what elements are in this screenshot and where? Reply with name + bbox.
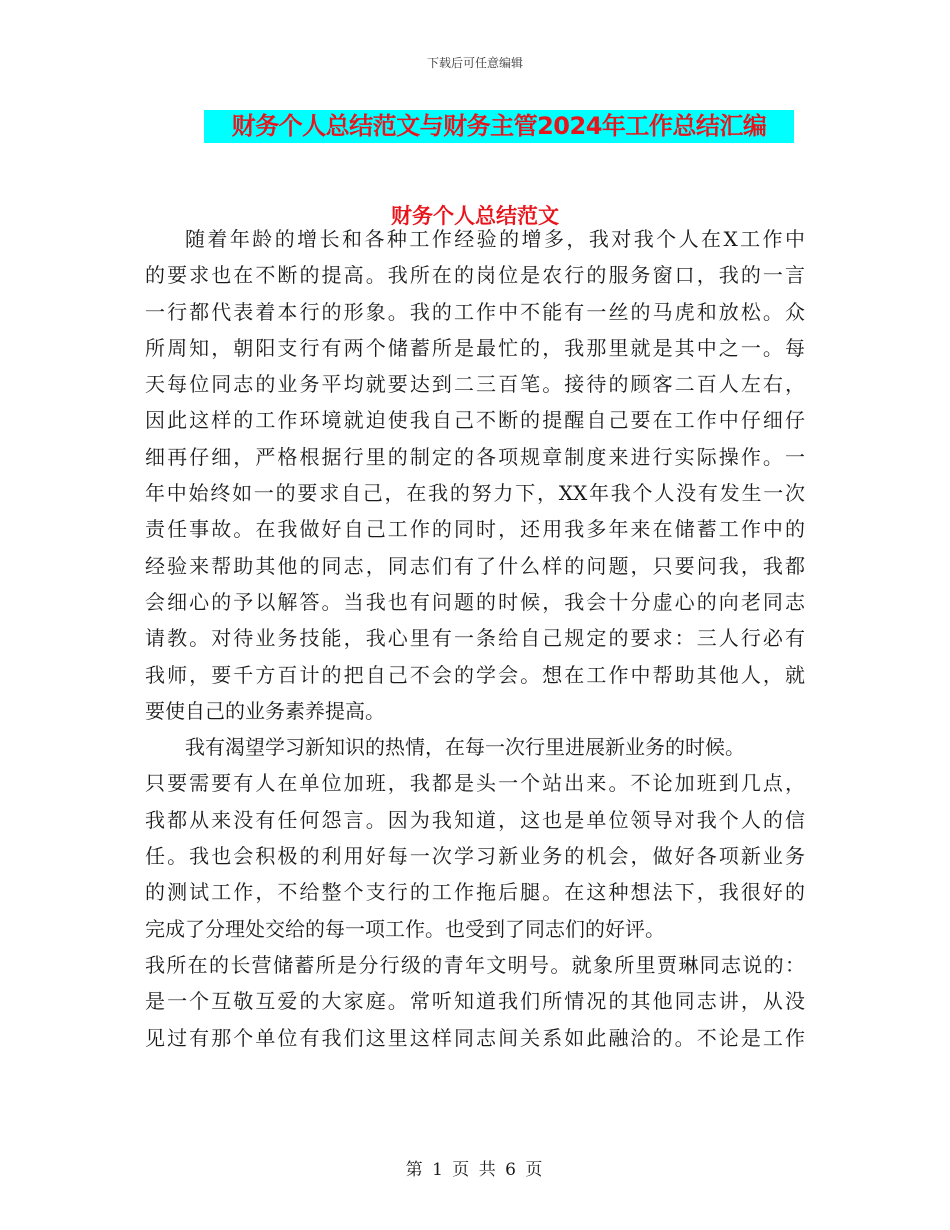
text-line: 任。我也会积极的利用好每一次学习新业务的机会，做好各项新业务 (145, 844, 805, 869)
text-line: 会细心的予以解答。当我也有问题的时候，我会十分虚心的向老同志 (145, 589, 805, 614)
text-line: 完成了分理处交给的每一项工作。也受到了同志们的好评。 (145, 916, 665, 941)
text-line: 随着年龄的增长和各种工作经验的增多，我对我个人在X工作中 (185, 227, 805, 251)
text-line: 我所在的长营储蓄所是分行级的青年文明号。就象所里贾琳同志说的： (145, 952, 805, 977)
text-line: 细再仔细，严格根据行里的制定的各项规章制度来进行实际操作。一 (145, 444, 805, 469)
text-line: 请教。对待业务技能，我心里有一条给自己规定的要求：三人行必有 (145, 626, 805, 651)
text-line: 一行都代表着本行的形象。我的工作中不能有一丝的马虎和放松。众 (145, 299, 805, 324)
text-line: 的测试工作，不给整个支行的工作拖后腿。在这种想法下，我很好的 (145, 880, 805, 905)
text-line: 经验来帮助其他的同志，同志们有了什么样的问题，只要问我，我都 (145, 553, 805, 578)
text-line: 是一个互敬互爱的大家庭。常听知道我们所情况的其他同志讲，从没 (145, 989, 805, 1014)
text-line: 因此这样的工作环境就迫使我自己不断的提醒自己要在工作中仔细仔 (145, 408, 805, 433)
body-text (145, 221, 805, 1056)
text-line: 天每位同志的业务平均就要达到二三百笔。接待的顾客二百人左右， (145, 372, 805, 397)
text-line: 要使自己的业务素养提高。 (145, 698, 385, 723)
text-line: 我都从来没有任何怨言。因为我知道，这也是单位领导对我个人的信 (145, 807, 805, 832)
text-line: 只要需要有人在单位加班，我都是头一个站出来。不论加班到几点， (145, 771, 805, 796)
text-line: 我有渴望学习新知识的热情，在每一次行里进展新业务的时候。 (185, 735, 745, 760)
page-footer: 第 1 页 共 6 页 (405, 1160, 545, 1180)
text-line: 责任事故。在我做好自己工作的同时，还用我多年来在储蓄工作中的 (145, 517, 805, 542)
text-line: 我师，要千方百计的把自己不会的学会。想在工作中帮助其他人，就 (145, 662, 805, 687)
text-line: 见过有那个单位有我们这里这样同志间关系如此融洽的。不论是工作 (145, 1025, 805, 1050)
text-line: 的要求也在不断的提高。我所在的岗位是农行的服务窗口，我的一言 (145, 263, 805, 288)
section-title: 财务个人总结范文 (391, 204, 559, 228)
header-note: 下载后可任意编辑 (426, 56, 523, 70)
document-title-highlight (204, 110, 794, 143)
text-line: 年中始终如一的要求自己，在我的努力下，XX年我个人没有发生一次 (145, 481, 805, 506)
text-line: 所周知，朝阳支行有两个储蓄所是最忙的，我那里就是其中之一。每 (145, 335, 805, 360)
document-title: 财务个人总结范文与财务主管2024年工作总结汇编 (204, 110, 794, 143)
